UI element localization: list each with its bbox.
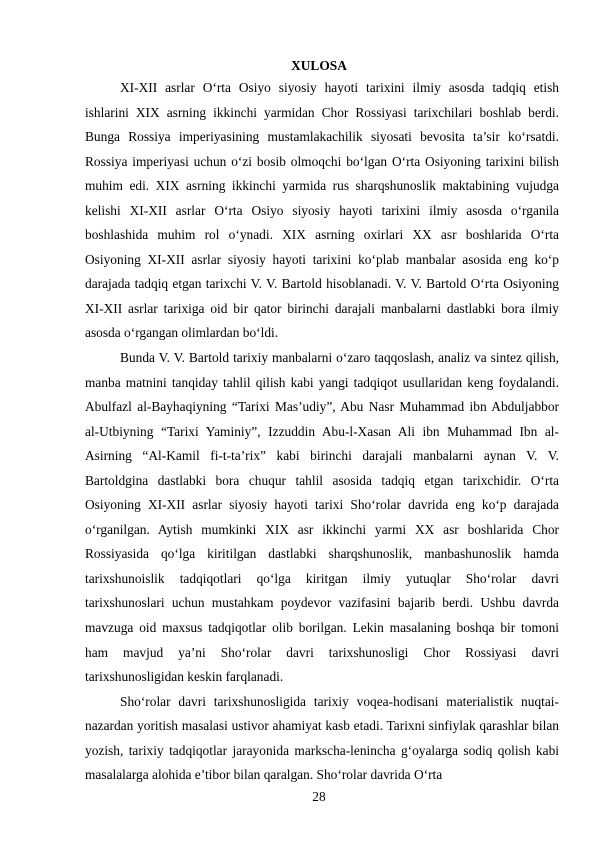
document-title: XULOSA	[291, 58, 347, 73]
page-number: 28	[312, 789, 326, 804]
document-body	[85, 76, 559, 788]
paragraph-1: XI-XII asrlar O‘rta Osiyo siyosiy hayoti tarixini ilmiy asosda tadqiq etish ishlarini XIX asrning ikkinchi yarmidan Chor Rossiyasi tarixchilari boshlab berdi. Bunga Rossiya imperiyasining mustamlakachilik siyosati bevosita ta’sir ko‘rsatdi. Rossiya imperiyasi uchun o‘zi bosib olmoqchi bo‘lgan O‘rta Osiyoning tarixini bilish muhim edi. XIX asrning ikkinchi yarmida rus sharqshunoslik maktabining vujudga kelishi XI-XII asrlar O‘rta Osiyo siyosiy hayoti tarixini ilmiy asosda o‘rganila boshlashida muhim rol o‘ynadi. XIX asrning oxirlari XX asr boshlarida O‘rta Osiyoning XI-XII asrlar siyosiy hayoti tarixini ko‘plab manbalar asosida eng ko‘p darajada tadqiq etgan tarixchi V. V. Bartold hisoblanadi. V. V. Bartold O‘rta Osiyoning XI-XII asrlar tarixiga oid bir qator birinchi darajali manbalarni dastlabki bora ilmiy asosda o‘rgangan olimlardan bo‘ldi.	[85, 80, 559, 341]
paragraph-2: Bunda V. V. Bartold tarixiy manbalarni o‘zaro taqqoslash, analiz va sintez qilish, manba matnini tanqiday tahlil qilish kabi yangi tadqiqot usullaridan keng foydalandi. Abulfazl al-Bayhaqiyning “Tarixi Mas’udiy”, Abu Nasr Muhammad ibn Abduljabbor al-Utbiyning “Tarixi Yaminiy”, Izzuddin Abu-l-Xasan Ali ibn Muhammad Ibn al-Asirning “Al-Kamil fi-t-ta’rix” kabi birinchi darajali manbalarni aynan V. V. Bartoldgina dastlabki bora chuqur tahlil asosida tadqiq etgan tarixchidir. O‘rta Osiyoning XI-XII asrlar siyosiy hayoti tarixi Sho‘rolar davrida eng ko‘p darajada o‘rganilgan. Aytish mumkinki XIX asr ikkinchi yarmi XX asr boshlarida Chor Rossiyasida qo‘lga kiritilgan dastlabki sharqshunoslik, manbashunoslik hamda tarixshunoislik tadqiqotlari qo‘lga kiritgan ilmiy yutuqlar Sho‘rolar davri tarixshunoslari uchun mustahkam poydevor vazifasini bajarib berdi. Ushbu davrda mavzuga oid maxsus tadqiqotlar olib borilgan. Lekin masalaning boshqa bir tomoni ham mavjud ya’ni Sho‘rolar davri tarixshunosligi Chor Rossiyasi davri tarixshunosligidan keskin farqlanadi.	[85, 350, 559, 685]
paragraph-3: Sho‘rolar davri tarixshunosligida tarixiy voqea-hodisani materialistik nuqtai-nazardan yoritish masalasi ustivor ahamiyat kasb etadi. Tarixni sinfiylak qarashlar bilan yozish, tarixiy tadqiqotlar jarayonida markscha-lenincha g‘oyalarga sodiq qolish kabi masalalarga alohida e’tibor bilan qaralgan. Sho‘rolar davrida O‘rta	[85, 693, 559, 783]
